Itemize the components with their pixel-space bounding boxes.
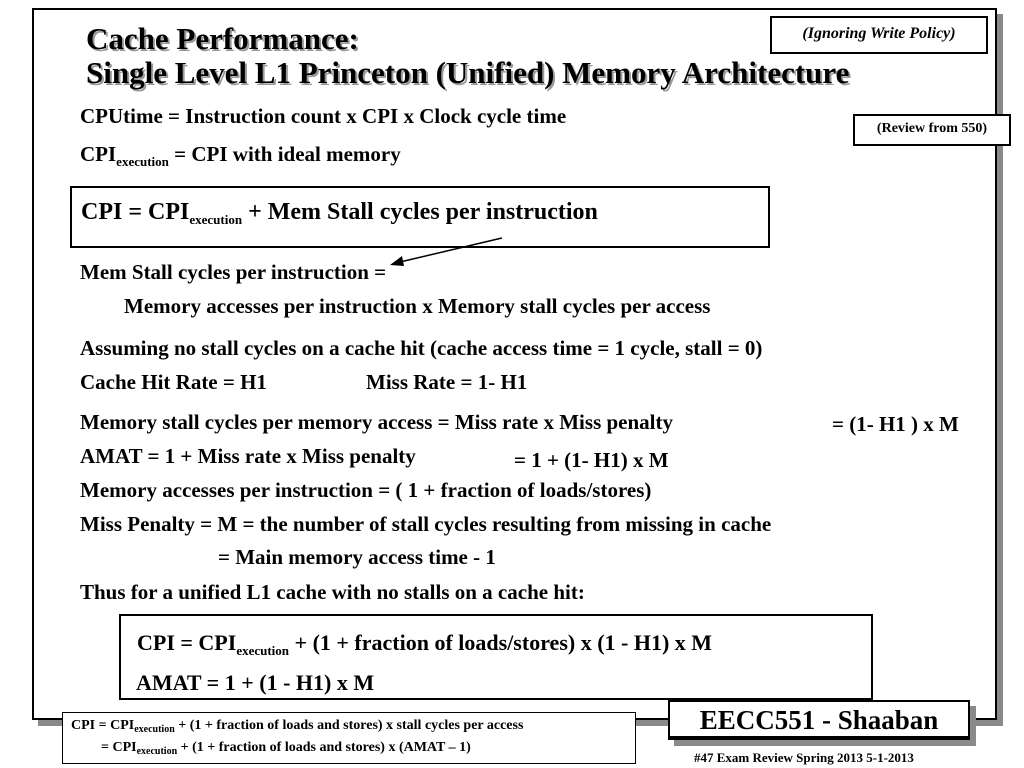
footer-line2-post: + (1 + fraction of loads and stores) x (AMAT – 1) (177, 740, 471, 755)
cpi-execution-base: CPI (80, 142, 117, 166)
unified-cpi-formula (137, 630, 712, 656)
unified-cpi-subscript: execution (236, 643, 290, 658)
mem-stall-access-result: = (1- H1 ) x M (832, 412, 959, 436)
mem-accesses-line: Memory accesses per instruction = ( 1 + fraction of loads/stores) (80, 478, 652, 502)
cpi-execution-subscript: execution (116, 154, 169, 169)
mem-stall-line1: Mem Stall cycles per instruction = (80, 260, 387, 284)
hit-rate: Cache Hit Rate = H1 (80, 370, 267, 394)
unified-cpi-pre: CPI = CPI (137, 630, 237, 655)
miss-rate: Miss Rate = 1- H1 (366, 370, 528, 394)
footer-formula-line1 (71, 718, 523, 734)
review-note-text: (Review from 550) (876, 121, 988, 136)
slide-title-line1: Cache Performance: (86, 21, 359, 56)
footer-line2-subscript: execution (136, 746, 178, 757)
cputime-equation: CPUtime = Instruction count x CPI x Clock cycle time (80, 104, 567, 128)
mem-stall-line2: Memory accesses per instruction x Memory stall cycles per access (124, 294, 711, 318)
main-memory-line: = Main memory access time - 1 (218, 545, 496, 569)
assuming-line: Assuming no stall cycles on a cache hit (cache access time = 1 cycle, stall = 0) (80, 336, 763, 360)
footer-line1-post: + (1 + fraction of loads and stores) x stall cycles per access (174, 718, 524, 733)
cpi-execution-rest: = CPI with ideal memory (168, 142, 401, 166)
course-label-box (668, 700, 970, 740)
amat-result: = 1 + (1- H1) x M (514, 448, 669, 472)
footer-line2-pre: = CPI (101, 740, 137, 755)
footer-line1-subscript: execution (134, 724, 175, 735)
cpi-formula-subscript: execution (189, 212, 243, 227)
ignoring-write-policy-text: (Ignoring Write Policy) (802, 25, 956, 42)
miss-penalty-line: Miss Penalty = M = the number of stall cycles resulting from missing in cache (80, 512, 772, 536)
unified-cpi-box (119, 614, 873, 700)
slide-footer: #47 Exam Review Spring 2013 5-1-2013 (694, 750, 914, 765)
mem-stall-access-line: Memory stall cycles per memory access = Miss rate x Miss penalty (80, 410, 673, 434)
cpi-formula-post: + Mem Stall cycles per instruction (242, 199, 598, 225)
footer-line1-pre: CPI = CPI (71, 718, 135, 733)
thus-line: Thus for a unified L1 cache with no stalls on a cache hit: (80, 580, 585, 604)
unified-cpi-post: + (1 + fraction of loads/stores) x (1 - H1) x M (289, 630, 713, 655)
footer-formula-line2 (101, 740, 471, 756)
cpi-formula-pre: CPI = CPI (81, 199, 190, 225)
slide-title-line2: Single Level L1 Princeton (Unified) Memory Architecture (86, 55, 850, 90)
unified-amat-formula: AMAT = 1 + (1 - H1) x M (136, 670, 375, 695)
course-label: EECC551 - Shaaban (699, 705, 939, 735)
footer-formula-box (62, 712, 636, 764)
amat-line: AMAT = 1 + Miss rate x Miss penalty (80, 444, 416, 468)
